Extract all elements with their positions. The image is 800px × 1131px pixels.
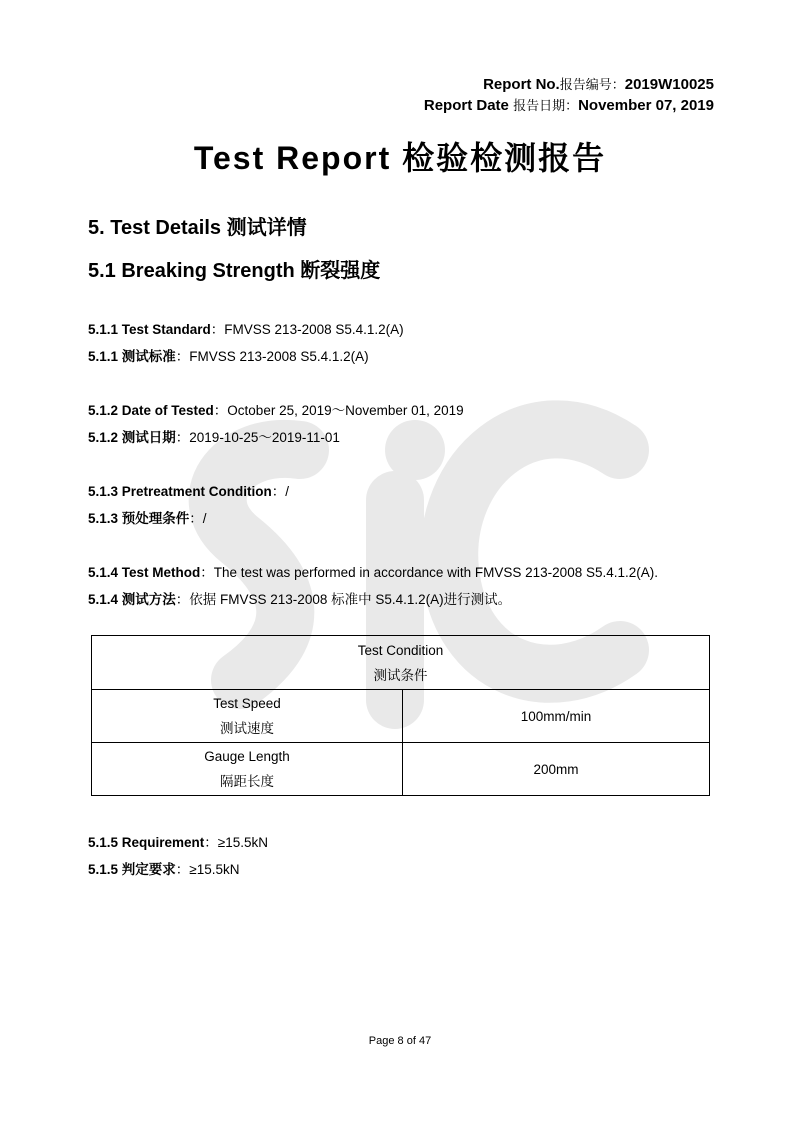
requirement-en: 5.1.5 Requirement：≥15.5kN	[88, 835, 268, 850]
row-value-cell: 100mm/min	[403, 690, 710, 743]
table-header-row	[92, 636, 710, 690]
row-label-cell	[92, 743, 403, 796]
table-header-cn: 测试条件	[373, 667, 428, 683]
test-date-en: 5.1.2 Date of Tested：October 25, 2019～November 01, 2019	[88, 403, 464, 418]
test-method-en: 5.1.4 Test Method：The test was performed in accordance with FMVSS 213-2008 S5.4.1.2(A).	[88, 565, 658, 580]
report-date: Report Date 报告日期：November 07, 2019	[423, 97, 714, 114]
table-header-en: Test Condition	[357, 642, 444, 658]
test-standard-en: 5.1.1 Test Standard：FMVSS 213-2008 S5.4.1.2(A)	[88, 322, 404, 337]
requirement-cn: 5.1.5 判定要求：≥15.5kN	[88, 862, 240, 877]
row-label-cn: 测试速度	[220, 721, 274, 736]
row-value-cell: 200mm	[403, 743, 710, 796]
test-date-cn: 5.1.2 测试日期：2019-10-25～2019-11-01	[88, 430, 340, 445]
row-label-cell	[92, 690, 403, 743]
row-label-en: Gauge Length	[204, 749, 290, 764]
subsection-heading: 5.1 Breaking Strength 断裂强度	[88, 260, 381, 282]
test-standard-cn: 5.1.1 测试标准：FMVSS 213-2008 S5.4.1.2(A)	[88, 349, 369, 364]
pretreatment-en: 5.1.3 Pretreatment Condition：/	[88, 484, 290, 499]
section-heading: 5. Test Details 测试详情	[88, 217, 307, 239]
row-label-cn: 隔距长度	[220, 774, 274, 789]
test-condition-table	[91, 635, 710, 796]
table-row	[92, 690, 710, 743]
test-method-cn: 5.1.4 测试方法：依据 FMVSS 213-2008 标准中 S5.4.1.2(A)进行测试。	[88, 592, 512, 607]
table-row	[92, 743, 710, 796]
table-header-cell	[92, 636, 710, 690]
page-number: Page 8 of 47	[368, 1035, 432, 1047]
report-header	[424, 74, 714, 116]
report-number: Report No.报告编号：2019W10025	[483, 76, 714, 93]
row-label-en: Test Speed	[213, 696, 281, 711]
page-title: Test Report 检验检测报告	[193, 140, 607, 176]
pretreatment-cn: 5.1.3 预处理条件：/	[88, 511, 207, 526]
